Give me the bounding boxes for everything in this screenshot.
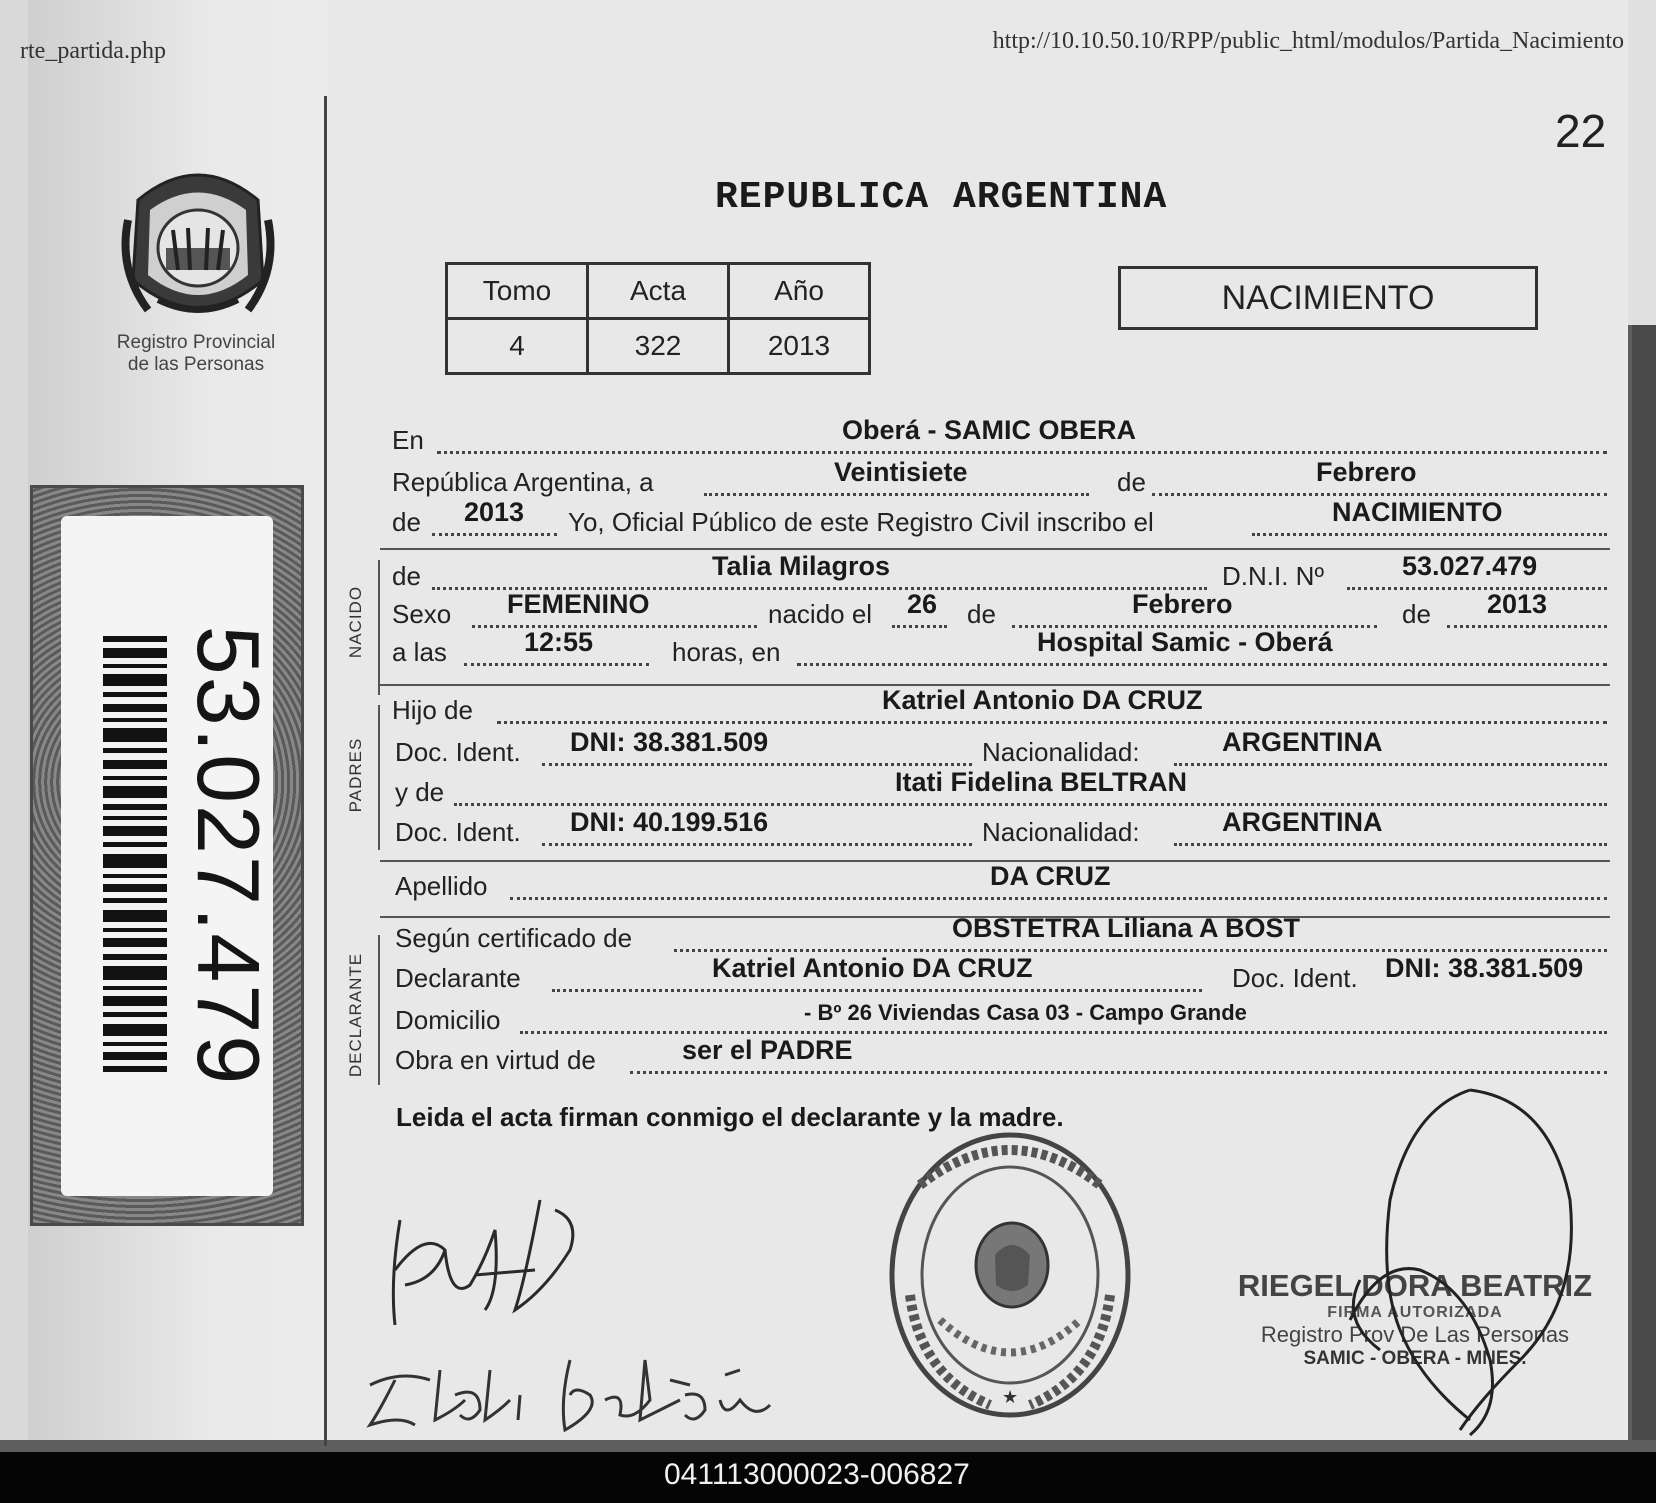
table-cell: 322 [588,319,729,374]
dotted-line [1174,843,1607,846]
registration-place: Oberá - SAMIC OBERA [842,415,1137,445]
dotted-line [1174,763,1607,766]
form-row [392,1035,1607,1080]
form-row [392,807,1607,852]
margin-divider [324,96,327,1446]
dotted-line [704,493,1089,496]
form-row [392,953,1607,998]
registration-year: 2013 [464,497,525,527]
declarant-signature-icon [375,1190,595,1330]
registry-line: Registro Provincial [116,332,276,353]
table-cell: 4 [447,319,588,374]
birth-year: 2013 [1487,589,1548,619]
form-row [392,913,1607,958]
table-cell: 2013 [729,319,870,374]
official-seal-icon [880,1085,1150,1425]
form-row [392,497,1607,542]
table-header: Tomo [447,264,588,319]
dotted-line [432,533,557,536]
page-url: http://10.10.50.10/RPP/public_html/modulos/Partida_Nacimiento [992,28,1624,54]
dotted-line [542,763,972,766]
field-label: Doc. Ident. [395,817,521,847]
section-label-nacido: NACIDO [346,585,365,659]
child-dni: 53.027.479 [1402,551,1538,581]
province-emblem-icon [118,160,278,330]
field-label: Yo, Oficial Público de este Registro Civil inscribo el [568,507,1154,537]
section-label-padres: PADRES [346,737,365,813]
signatory-role: FIRMA AUTORIZADA [1327,1304,1503,1321]
father-name: Katriel Antonio DA CRUZ [882,685,1203,715]
table-header: Año [729,264,870,319]
field-label: Según certificado de [395,923,633,953]
form-row [392,861,1607,906]
field-label: Obra en virtud de [395,1045,596,1075]
child-sex: FEMENINO [507,589,650,619]
field-label: Doc. Ident. [1232,963,1358,993]
field-label: y de [395,777,445,807]
form-row [392,1000,1607,1040]
field-label: de [967,599,996,629]
page-edge [1628,0,1656,325]
file-name: rte_partida.php [20,38,166,64]
field-label: de [392,507,421,537]
dotted-line [497,721,1607,724]
field-label: horas, en [672,637,781,667]
field-label: Doc. Ident. [395,737,521,767]
field-label: Nacionalidad: [982,817,1140,847]
dotted-line [510,897,1607,900]
table-header: Acta [588,264,729,319]
father-document: DNI: 38.381.509 [570,727,769,757]
barcode-number: 53.027.479 [179,625,278,1087]
signatory-office: Registro Prov De Las Personas [1260,1322,1570,1347]
form-row [392,415,1607,460]
birth-day: 26 [907,589,938,619]
mother-name: Itati Fidelina BELTRAN [895,767,1188,797]
birth-month: Febrero [1132,589,1233,619]
field-label: Sexo [392,599,452,629]
mother-signature-icon [360,1340,820,1440]
dotted-line [454,803,1607,806]
official-signature-icon [1320,1080,1590,1440]
page-number: 22 [1555,105,1607,157]
registration-day: Veintisiete [834,457,968,487]
svg-text:★: ★ [1002,1387,1019,1407]
form-row [392,685,1607,730]
dotted-line [552,989,1202,992]
father-nationality: ARGENTINA [1222,727,1383,757]
table-row [447,319,870,374]
field-label: República Argentina, a [392,467,654,497]
field-label: Apellido [395,871,488,901]
closing-statement: Leida el acta firman conmigo el declarante y la madre. [396,1102,1064,1132]
footer-code: 041113000023-006827 [664,1458,970,1491]
record-type-box: NACIMIENTO [1118,266,1538,330]
section-divider [380,548,1610,550]
section-bar [378,935,380,1085]
dotted-line [797,663,1607,666]
field-label: Domicilio [395,1005,501,1035]
dotted-line [472,625,757,628]
scan-footer [0,1452,1656,1503]
birth-time: 12:55 [524,627,594,657]
dotted-line [1347,587,1607,590]
field-label: a las [392,637,447,667]
field-label: de [1117,467,1146,497]
section-label-declarante: DECLARANTE [346,952,365,1078]
registry-name [96,332,296,376]
form-row [392,727,1607,772]
declarant-relation: ser el PADRE [682,1035,853,1065]
declarant-address: - Bº 26 Viviendas Casa 03 - Campo Grande [804,1000,1247,1025]
signatory-name: RIEGEL DORA BEATRIZ [1237,1268,1593,1303]
dotted-line [1252,533,1607,536]
section-bar [378,560,380,695]
dotted-line [674,949,1607,952]
surname: DA CRUZ [990,861,1111,891]
dotted-line [892,625,947,628]
barcode-label [61,516,278,1196]
mother-nationality: ARGENTINA [1222,807,1383,837]
barcode-sticker [30,485,304,1226]
dotted-line [630,1071,1607,1074]
field-label: nacido el [768,599,873,629]
form-row [392,627,1607,672]
registry-line: de las Personas [127,354,265,375]
page-shadow [0,0,28,1440]
field-label: En [392,425,424,455]
mother-document: DNI: 40.199.516 [570,807,769,837]
table-row [447,264,870,319]
field-label: de [1402,599,1431,629]
page-edge-shadow [1632,325,1656,1440]
inscribo-type: NACIMIENTO [1332,497,1503,527]
dotted-line [1447,625,1607,628]
dotted-line [520,1031,1607,1034]
field-label: Nacionalidad: [982,737,1140,767]
barcode-number-wrap [173,516,283,1196]
child-name: Talia Milagros [712,551,891,581]
dotted-line [1152,493,1607,496]
field-label: Declarante [395,963,521,993]
birth-certificate: OBSTETRA Liliana A BOST [952,913,1301,943]
birth-place: Hospital Samic - Oberá [1037,627,1333,657]
dotted-line [542,843,972,846]
barcode-icon [103,636,167,1076]
field-label: de [392,561,421,591]
dotted-line [464,663,649,666]
field-label: Hijo de [392,695,473,725]
declarant-document: DNI: 38.381.509 [1385,953,1584,983]
form-row [392,767,1607,812]
record-table [445,262,871,375]
document-title: REPUBLICA ARGENTINA [715,176,1168,219]
registration-month: Febrero [1316,457,1417,487]
dotted-line [437,451,1607,454]
field-label: D.N.I. Nº [1222,561,1324,591]
signatory-location: SAMIC - OBERA - MNES. [1303,1348,1527,1369]
form-row [392,457,1607,502]
section-bar [378,705,380,850]
declarant-name: Katriel Antonio DA CRUZ [712,953,1033,983]
